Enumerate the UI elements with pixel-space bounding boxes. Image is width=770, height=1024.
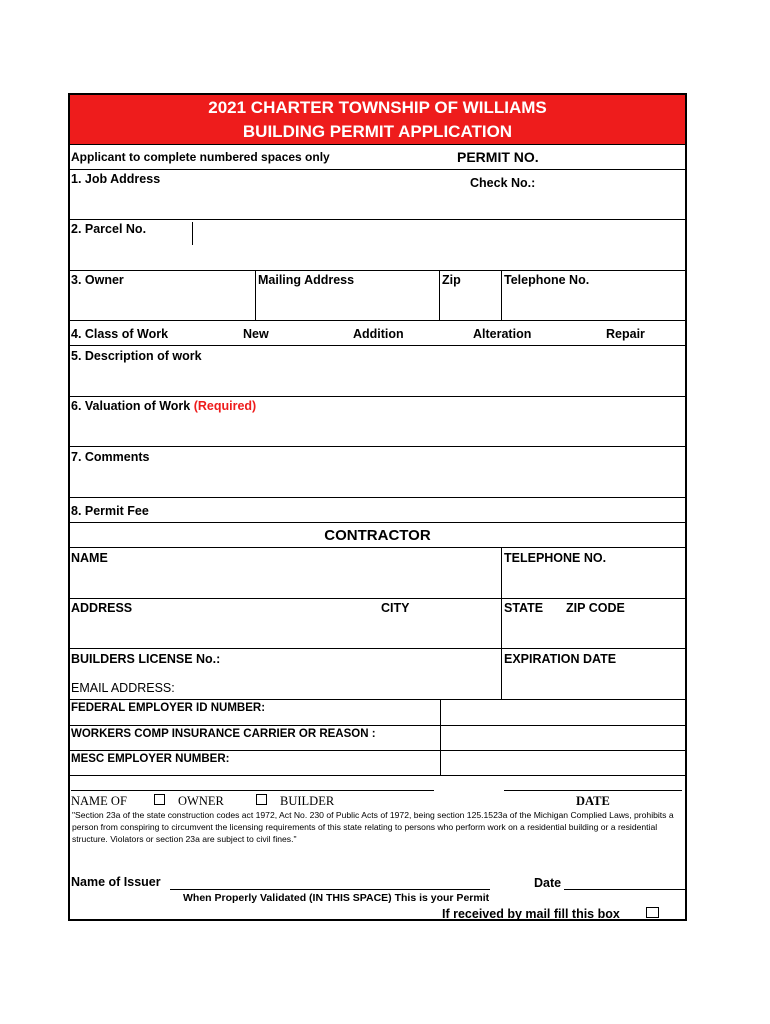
contractor-heading: CONTRACTOR	[324, 527, 431, 544]
valuation-label-text: 6. Valuation of Work	[71, 399, 191, 413]
contractor-name-label: NAME	[71, 551, 108, 565]
contractor-telephone-label: TELEPHONE NO.	[504, 551, 607, 565]
footer-date-label: Date	[534, 876, 562, 890]
contractor-address-label: ADDRESS	[71, 601, 133, 615]
zip-label: Zip	[442, 273, 461, 287]
mesc-label: MESC EMPLOYER NUMBER:	[71, 753, 230, 765]
instruction-text: Applicant to complete numbered spaces only	[71, 150, 330, 164]
class-option-alteration[interactable]: Alteration	[473, 327, 532, 341]
divider	[70, 699, 685, 700]
parcel-no-label: 2. Parcel No.	[71, 222, 147, 236]
divider	[70, 446, 685, 447]
divider	[70, 725, 685, 726]
contractor-zip-label: ZIP CODE	[566, 601, 625, 615]
divider	[70, 750, 685, 751]
divider	[70, 270, 685, 271]
divider	[70, 345, 685, 346]
divider	[70, 775, 685, 776]
check-no-label: Check No.:	[470, 176, 536, 190]
job-address-label: 1. Job Address	[71, 172, 161, 186]
issuer-line	[170, 889, 490, 890]
divider	[192, 222, 193, 245]
title-line-2: BUILDING PERMIT APPLICATION	[242, 122, 513, 141]
required-note: (Required)	[193, 399, 257, 413]
divider	[255, 270, 256, 320]
owner-label: 3. Owner	[71, 273, 124, 287]
issuer-label: Name of Issuer	[71, 875, 161, 889]
expiration-label: EXPIRATION DATE	[504, 652, 617, 666]
mail-note: If received by mail fill this box	[442, 907, 620, 921]
builder-checkbox[interactable]	[256, 794, 267, 805]
license-label: BUILDERS LICENSE No.:	[71, 652, 221, 666]
permit-no-label: PERMIT NO.	[457, 149, 539, 165]
builder-option-label: BUILDER	[280, 794, 335, 808]
contractor-city-label: CITY	[381, 601, 410, 615]
date-label: DATE	[576, 794, 610, 808]
divider	[70, 169, 685, 170]
class-of-work-label: 4. Class of Work	[71, 327, 169, 341]
contractor-state-label: STATE	[504, 601, 544, 615]
divider	[70, 497, 685, 498]
divider	[439, 270, 440, 320]
owner-option-label: OWNER	[178, 794, 224, 808]
footer-date-line	[564, 889, 685, 890]
name-of-label: NAME OF	[71, 794, 127, 808]
workers-comp-input[interactable]	[442, 727, 682, 749]
title-line-1: 2021 CHARTER TOWNSHIP OF WILLIAMS	[208, 98, 547, 117]
job-address-input[interactable]	[260, 180, 460, 214]
divider	[70, 320, 685, 321]
divider	[501, 270, 502, 320]
valuation-label	[71, 399, 256, 413]
federal-id-label: FEDERAL EMPLOYER ID NUMBER:	[71, 702, 266, 714]
description-label: 5. Description of work	[71, 349, 202, 363]
telephone-label: Telephone No.	[504, 273, 590, 287]
class-option-repair[interactable]: Repair	[606, 327, 645, 341]
federal-id-input[interactable]	[442, 701, 682, 723]
owner-checkbox[interactable]	[154, 794, 165, 805]
parcel-no-input[interactable]	[195, 222, 675, 266]
mail-checkbox[interactable]	[646, 907, 659, 918]
divider	[70, 144, 685, 145]
form-title	[70, 95, 685, 144]
date-line	[504, 790, 682, 791]
class-option-addition[interactable]: Addition	[353, 327, 404, 341]
divider	[70, 522, 685, 523]
workers-comp-label: WORKERS COMP INSURANCE CARRIER OR REASON :	[71, 728, 376, 740]
divider	[70, 598, 685, 599]
divider	[70, 547, 685, 548]
validated-note: When Properly Validated (IN THIS SPACE) This is your Permit	[183, 892, 490, 904]
divider	[70, 219, 685, 220]
permit-fee-label: 8. Permit Fee	[71, 504, 149, 518]
legal-notice: "Section 23a of the state construction codes act 1972, Act No. 230 of Public Acts of 1972, being section 125.1523a of the Michigan Complied Laws, prohibits a person from conspiring to circumvent the licensing requirements of this state relating to persons who perform work on a residential building or a residential structure. Violators or section 23a are subject to civil fines."	[72, 810, 674, 844]
permit-form	[68, 93, 687, 921]
divider	[70, 648, 685, 649]
divider	[70, 396, 685, 397]
comments-label: 7. Comments	[71, 450, 150, 464]
email-label: EMAIL ADDRESS:	[71, 681, 175, 695]
class-option-new[interactable]: New	[243, 327, 269, 341]
mesc-input[interactable]	[442, 752, 682, 774]
mailing-address-label: Mailing Address	[258, 273, 355, 287]
divider	[501, 547, 502, 700]
divider	[440, 699, 441, 775]
signature-line	[71, 790, 434, 791]
